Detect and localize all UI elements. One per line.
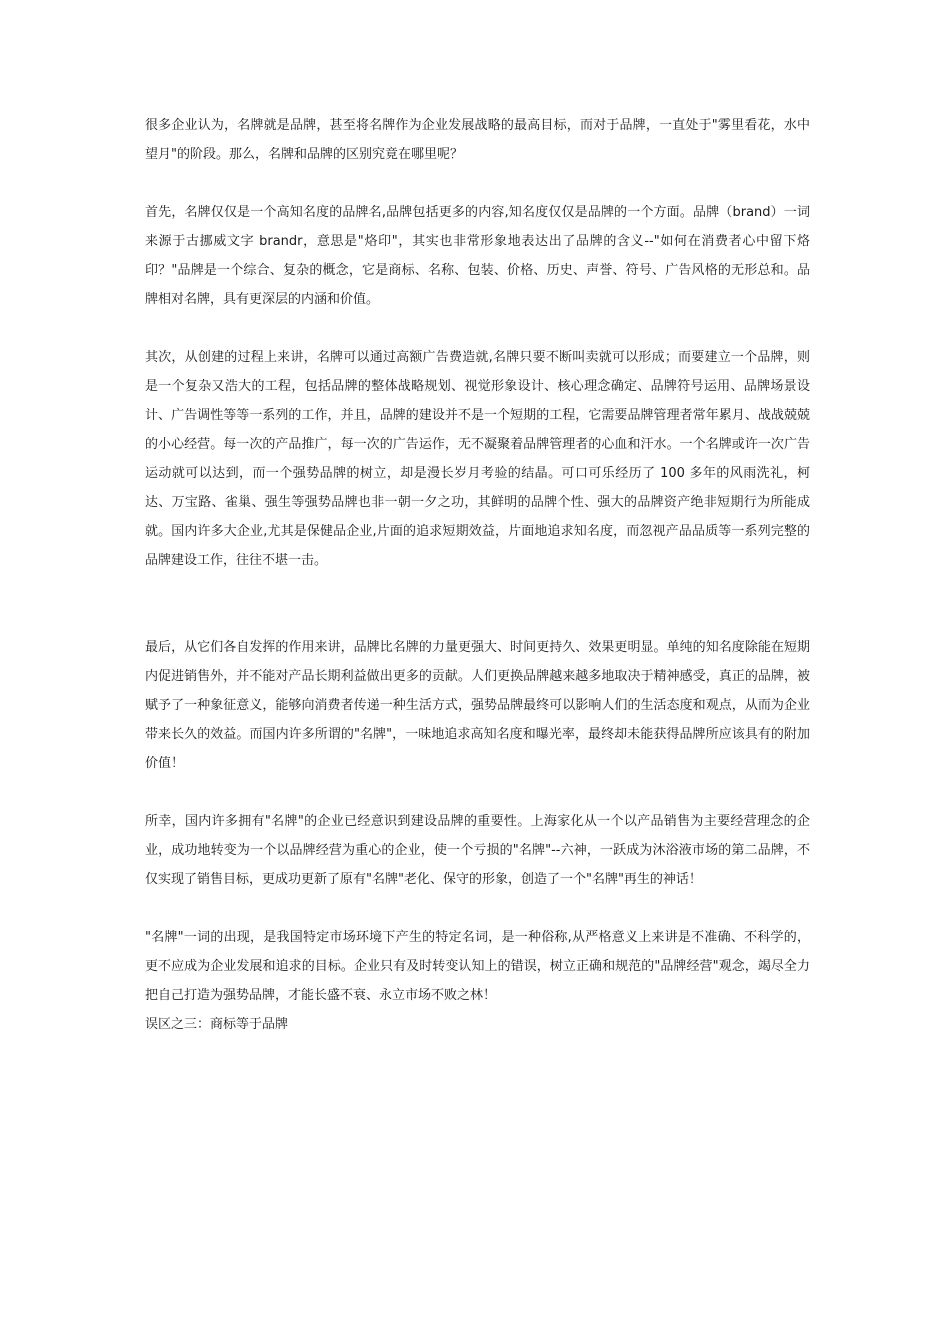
paragraph-spacer	[145, 575, 810, 633]
paragraph-spacer	[145, 314, 810, 343]
paragraph-conclusion: "名牌"一词的出现，是我国特定市场环境下产生的特定名词，是一种俗称,从严格意义上来讲是不准确、不科学的，更不应成为企业发展和追求的目标。企业只有及时转变认知上的错误，树立正确和规范的"品牌经营"观念，竭尽全力把自己打造为强势品牌，才能长盛不衰、永立市场不败之林！	[145, 930, 810, 1003]
paragraph-first: 首先，名牌仅仅是一个高知名度的品牌名,品牌包括更多的内容,知名度仅仅是品牌的一个方面。品牌（brand）一词来源于古挪威文字 brandr，意思是"烙印"，其实也非常形象地表达出了品牌的含义--"如何在消费者心中留下烙印？"品牌是一个综合、复杂的概念，它是商标、名称、包装、价格、历史、声誉、符号、广告风格的无形总和。品牌相对名牌，具有更深层的内涵和价值。	[145, 205, 810, 307]
document-body	[145, 111, 810, 1039]
paragraph-intro: 很多企业认为，名牌就是品牌，甚至将名牌作为企业发展战略的最高目标，而对于品牌，一直处于"雾里看花，水中望月"的阶段。那么，名牌和品牌的区别究竟在哪里呢？	[145, 118, 810, 162]
paragraph-spacer	[145, 894, 810, 923]
paragraph-spacer	[145, 169, 810, 198]
paragraph-second: 其次，从创建的过程上来讲，名牌可以通过高额广告费造就,名牌只要不断叫卖就可以形成；而要建立一个品牌，则是一个复杂又浩大的工程，包括品牌的整体战略规划、视觉形象设计、核心理念确定、品牌符号运用、品牌场景设计、广告调性等等一系列的工作，并且，品牌的建设并不是一个短期的工程，它需要品牌管理者常年累月、战战兢兢的小心经营。每一次的产品推广，每一次的广告运作，无不凝聚着品牌管理者的心血和汗水。一个名牌或许一次广告运动就可以达到，而一个强势品牌的树立，却是漫长岁月考验的结晶。可口可乐经历了 100 多年的风雨洗礼，柯达、万宝路、雀巢、强生等强势品牌也非一朝一夕之功，其鲜明的品牌个性、强大的品牌资产绝非短期行为所能成就。国内许多大企业,尤其是保健品企业,片面的追求短期效益，片面地追求知名度，而忽视产品品质等一系列完整的品牌建设工作，往往不堪一击。	[145, 350, 810, 568]
section-heading: 误区之三：商标等于品牌	[145, 1017, 289, 1032]
paragraph-last: 最后，从它们各自发挥的作用来讲，品牌比名牌的力量更强大、时间更持久、效果更明显。单纯的知名度除能在短期内促进销售外，并不能对产品长期利益做出更多的贡献。人们更换品牌越来越多地取决于精神感受，真正的品牌，被赋予了一种象征意义，能够向消费者传递一种生活方式，强势品牌最终可以影响人们的生活态度和观点，从而为企业带来长久的效益。而国内许多所谓的"名牌"，一味地追求高知名度和曝光率，最终却未能获得品牌所应该具有的附加价值！	[145, 640, 810, 771]
paragraph-spacer	[145, 778, 810, 807]
paragraph-fortunately: 所幸，国内许多拥有"名牌"的企业已经意识到建设品牌的重要性。上海家化从一个以产品销售为主要经营理念的企业，成功地转变为一个以品牌经营为重心的企业，使一个亏损的"名牌"--六神，一跃成为沐浴液市场的第二品牌，不仅实现了销售目标，更成功更新了原有"名牌"老化、保守的形象，创造了一个"名牌"再生的神话！	[145, 814, 810, 887]
